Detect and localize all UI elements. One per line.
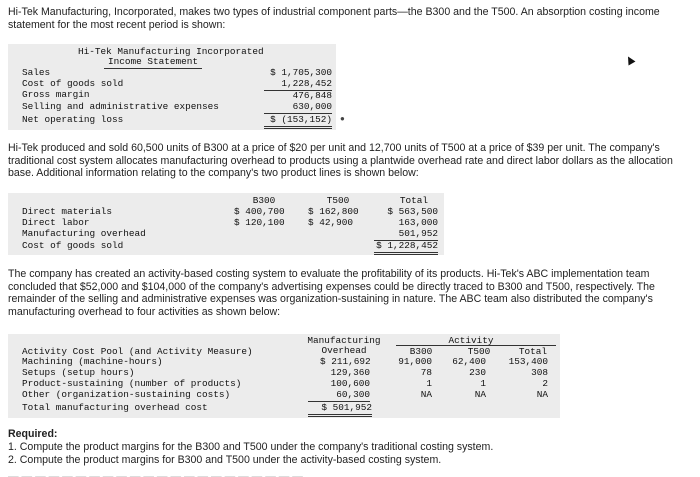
income-statement — [8, 44, 336, 130]
col-header-b300: B300 — [409, 346, 433, 357]
col-header-overhead: Manufacturing — [307, 335, 381, 346]
row-label: Direct labor — [22, 217, 90, 228]
required-item-1: 1. Compute the product margins for the B300 and T500 under the company's traditional costing system. — [8, 441, 494, 453]
total-value: $ 501,952 — [308, 402, 372, 417]
row-label: Direct materials — [22, 206, 113, 217]
row-label: Gross margin — [22, 89, 90, 100]
cell-total: 308 — [531, 367, 548, 378]
product-info-text: Hi-Tek produced and sold 60,500 units of B300 at a price of $20 per unit and 12,700 units of T500 at a price of $39 per unit. The company's traditional cost system allocates manufacturing overhead to products using a plantwide overhead rate and direct labor dollars as the allocation base. Additional information relating to the company's two product lines is shown below: — [8, 142, 673, 179]
cell-total: 2 — [542, 378, 548, 389]
col-header-t500: T500 — [467, 346, 491, 357]
mouse-cursor-icon — [625, 55, 636, 66]
col-header-activity: Activity — [448, 335, 494, 346]
col-header-total: Total — [399, 195, 429, 206]
row-value: $ (153,152) — [264, 114, 332, 129]
cell-b300: 78 — [420, 367, 432, 378]
row-label: Cost of goods sold — [22, 78, 124, 89]
required-item-2: 2. Compute the product margins for B300 and T500 under the activity-based costing system. — [8, 454, 442, 466]
cell-total: 163,000 — [398, 217, 438, 228]
product-table — [8, 193, 444, 255]
col-header-total: Total — [518, 346, 548, 357]
cell-b300: NA — [420, 389, 432, 400]
cell-t500: $ 162,800 — [308, 206, 359, 217]
pool-label: Machining (machine-hours) — [22, 356, 163, 367]
cell-total: NA — [536, 389, 548, 400]
required-heading: Required: — [8, 428, 58, 440]
cutoff-text-line: — — — — — — — — — — — — — — — — — — — — — — — [8, 471, 303, 477]
col-header-pool: Activity Cost Pool (and Activity Measure) — [22, 346, 253, 357]
col-header-b300: B300 — [252, 195, 276, 206]
cell-b300: $ 120,100 — [234, 217, 285, 228]
cell-t500: 1 — [480, 378, 486, 389]
cell-b300: 1 — [426, 378, 432, 389]
cell-t500: 230 — [469, 367, 486, 378]
row-label: Sales — [22, 67, 51, 78]
cell-overhead: 60,300 — [308, 389, 370, 402]
col-header-t500: T500 — [326, 195, 350, 206]
cell-b300: 91,000 — [398, 356, 432, 367]
row-label: Selling and administrative expenses — [22, 101, 219, 112]
row-value: 630,000 — [264, 101, 332, 114]
cell-overhead: 129,360 — [330, 367, 370, 378]
abc-description-text: The company has created an activity-based costing system to evaluate the profitability of its products. Hi-Tek's ABC implementation team concluded that $52,000 and $104,000 of the company's advertising expenses could be directly traced to B300 and T500, respectively. The remainder of the selling and administrative expenses was organization-sustaining in nature. The ABC team also distributed the company's manufacturing overhead to four activities as shown below: — [8, 268, 655, 318]
cell-t500: 62,400 — [452, 356, 486, 367]
row-value: 476,848 — [292, 90, 332, 101]
activity-table — [8, 334, 560, 418]
marker-dot-icon: ● — [340, 114, 345, 123]
pool-label: Setups (setup hours) — [22, 367, 135, 378]
cell-total: 153,400 — [508, 356, 548, 367]
row-label: Cost of goods sold — [22, 240, 124, 251]
cell-overhead: $ 211,692 — [320, 356, 371, 367]
cell-total: $ 1,228,452 — [374, 240, 438, 255]
cell-t500: $ 42,900 — [308, 217, 354, 228]
income-statement-title: Hi-Tek Manufacturing Incorporated — [78, 46, 264, 57]
row-value: 1,228,452 — [264, 78, 332, 91]
cell-t500: NA — [474, 389, 486, 400]
col-header-overhead: Overhead — [321, 345, 367, 356]
income-statement-subtitle: Income Statement — [104, 56, 202, 69]
row-value: $ 1,705,300 — [270, 67, 332, 78]
cell-total: 501,952 — [374, 228, 438, 241]
row-label: Manufacturing overhead — [22, 228, 146, 239]
total-label: Total manufacturing overhead cost — [22, 402, 208, 413]
cell-overhead: 100,600 — [330, 378, 370, 389]
pool-label: Product-sustaining (number of products) — [22, 378, 242, 389]
pool-label: Other (organization-sustaining costs) — [22, 389, 231, 400]
cell-b300: $ 400,700 — [234, 206, 285, 217]
intro-text: Hi-Tek Manufacturing, Incorporated, makes two types of industrial component parts—the B300 and the T500. An absorption costing income statement for the most recent period is shown: — [8, 6, 660, 31]
cell-total: $ 563,500 — [387, 206, 438, 217]
row-label: Net operating loss — [22, 114, 124, 125]
